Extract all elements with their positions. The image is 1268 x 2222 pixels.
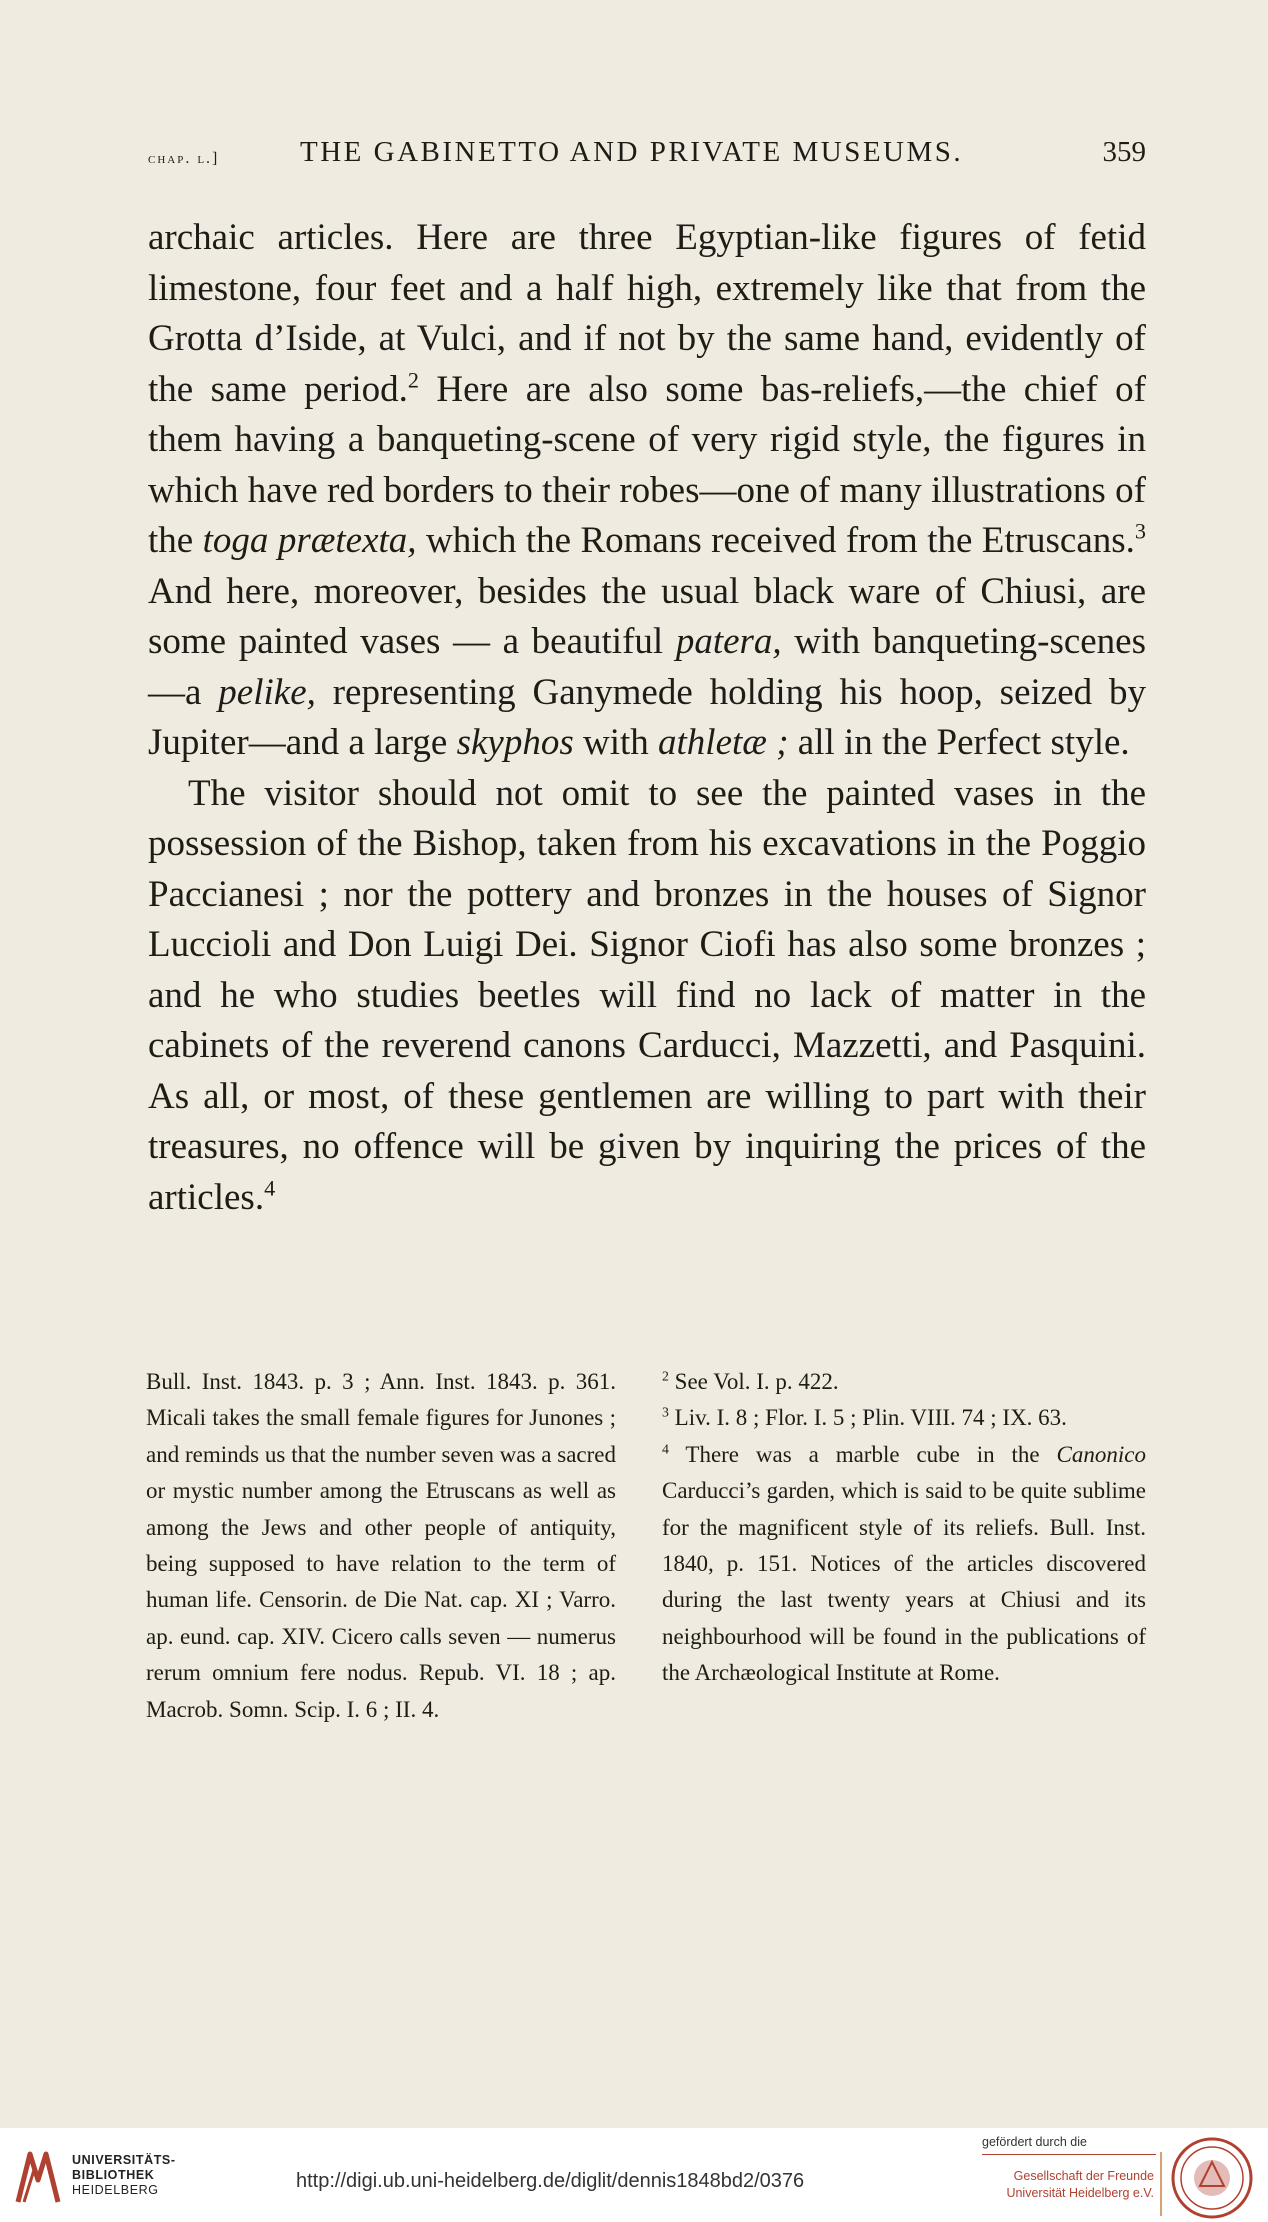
library-line-2: BIBLIOTHEK (72, 2168, 155, 2182)
page-title: THE GABINETTO AND PRIVATE MUSEUMS. (300, 136, 964, 168)
footnote-ref-2: 2 (407, 367, 419, 393)
italic-term: patera, (675, 621, 782, 662)
footnote-4 (662, 1437, 1146, 1692)
sponsor-name (988, 2168, 1154, 2202)
footnote-3 (662, 1400, 1146, 1436)
library-line-1: UNIVERSITÄTS- (72, 2153, 176, 2167)
library-line-3: HEIDELBERG (72, 2183, 159, 2197)
text-run: with banqueting-scenes—a (148, 621, 1147, 713)
italic-term: toga prætexta, (202, 520, 417, 561)
footnote-text: Carducci’s garden, which is said to be quite sublime for the magnificent style of its reliefs. Bull. Inst. 1840, p. 151. Notices of the articles discovered during the last twenty years at Chiusi and its neighbourhood will be found in the publications of the Archæological Institute at Rome. (662, 1478, 1146, 1686)
footnote-text: See Vol. I. p. 422. (668, 1369, 839, 1394)
paragraph-1 (148, 213, 1146, 769)
sponsor-label: gefördert durch die (982, 2135, 1087, 2149)
vertical-divider (1160, 2152, 1162, 2216)
text-run: The visitor should not omit to see the painted vases in the possession of the Bishop, taken from his excavations in the Poggio Paccianesi ; nor the pottery and bronzes in the houses of Signor Luccioli and Don Luigi Dei. Signor Ciofi has also some bronzes ; and he who studies beetles will find no lack of matter in the cabinets of the reverend canons Carducci, Mazzetti, and Pasquini. As all, or most, of these gentlemen are willing to part with their treasures, no offence will be given by inquiring the prices of the articles. (148, 772, 1146, 1218)
text-run: all in the Perfect style. (788, 722, 1130, 763)
text-run: representing Ganymede holding his hoop, seized by Jupiter—and a large (148, 671, 1146, 763)
university-seal-icon (1170, 2136, 1254, 2220)
italic-term: skyphos (456, 722, 574, 763)
sponsor-line-1: Gesellschaft der Freunde (1013, 2169, 1154, 2183)
footnote-mark: 4 (662, 1441, 669, 1457)
italic-term: pelike, (218, 671, 316, 713)
footnote-text: There was a marble cube in the (668, 1441, 1057, 1467)
footnote-text: Liv. I. 8 ; Flor. I. 5 ; Plin. VIII. 74 ; IX. 63. (668, 1405, 1067, 1431)
sponsor-line-2: Universität Heidelberg e.V. (1006, 2186, 1154, 2200)
library-name (72, 2153, 176, 2198)
footnote-2 (662, 1364, 1146, 1400)
text-run: which the Romans received from the Etruscans. (416, 520, 1135, 561)
page-number: 359 (1102, 136, 1146, 168)
body-text (148, 213, 1146, 1223)
chapter-label: chap. l.] (148, 150, 220, 167)
footer-bar (0, 2128, 1268, 2222)
permalink-url[interactable]: http://digi.ub.uni-heidelberg.de/diglit/dennis1848bd2/0376 (296, 2170, 805, 2192)
sponsor-divider-line (982, 2154, 1156, 2155)
footnotes (146, 1364, 1146, 1834)
text-run: And here, moreover, besides the usual black ware of Chiusi, are some painted vases — a beautiful (148, 570, 1146, 662)
running-head (148, 136, 1146, 176)
footnote-continued: Bull. Inst. 1843. p. 3 ; Ann. Inst. 1843. p. 361. Micali takes the small female figures for Junones ; and reminds us that the number seven was a sacred or mystic number among the Etruscans as well as among the Jews and other people of antiquity, being supposed to have relation to the term of human life. Censorin. de Die Nat. cap. XI ; Varro. ap. eund. cap. XIV. Cicero calls seven — numerus rerum omnium fere nodus. Repub. VI. 18 ; ap. Macrob. Somn. Scip. I. 6 ; II. 4. (146, 1369, 616, 1722)
italic-term: athletæ ; (658, 722, 789, 763)
footnote-ref-3: 3 (1134, 518, 1146, 544)
text-run: Here are also some bas-reliefs,—the chief of them having a banqueting-scene of very rigid style, the figures in which have red borders to their robes—one of many illustrations of the (148, 368, 1147, 561)
footnote-mark: 3 (662, 1404, 669, 1420)
text-run: archaic articles. Here are three Egyptian-like figures of fetid limestone, four feet and a half high, extremely like that from the Grotta d’Iside, at Vulci, and if not by the same hand, evidently of the same period. (148, 217, 1146, 410)
text-run: with (573, 722, 659, 763)
paragraph-2 (148, 769, 1146, 1224)
footnote-mark: 2 (662, 1368, 669, 1384)
italic-term: Canonico (1056, 1441, 1146, 1467)
footnote-column-left (146, 1364, 616, 1728)
footnote-column-right (662, 1364, 1146, 1692)
footnote-ref-4: 4 (264, 1175, 276, 1201)
library-logo-icon (10, 2140, 66, 2212)
